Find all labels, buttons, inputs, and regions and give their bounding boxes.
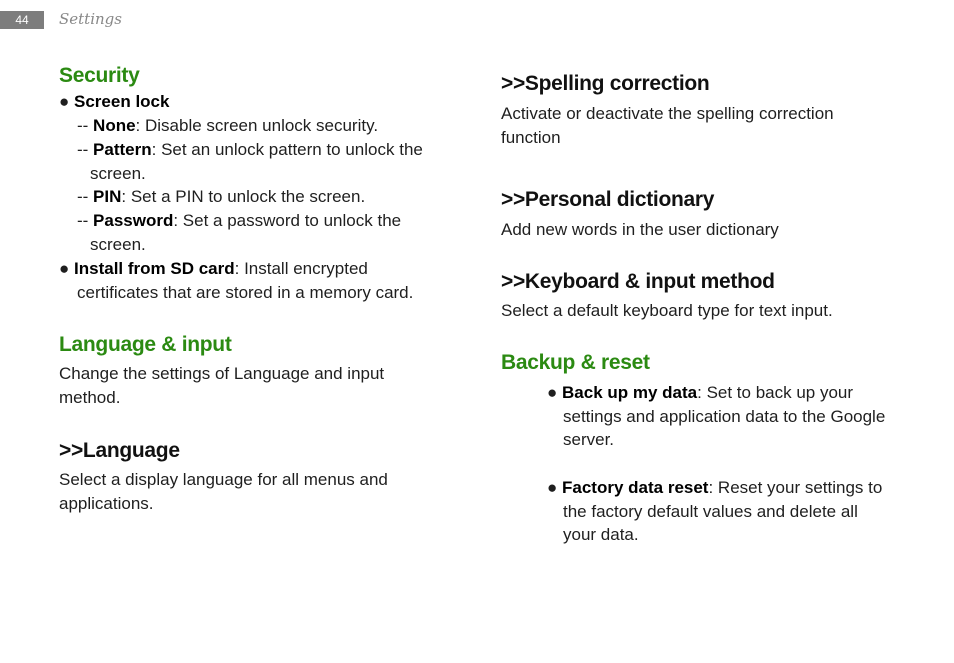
- option-desc-continued: screen.: [90, 164, 146, 183]
- page-header-title: Settings: [59, 10, 122, 28]
- spelling-desc: Activate or deactivate the spelling correction: [501, 104, 834, 123]
- install-sd-desc-continued: certificates that are stored in a memory card.: [77, 283, 414, 302]
- language-desc: Select a display language for all menus and: [59, 470, 388, 489]
- option-term: None: [93, 116, 136, 135]
- option-term: Password: [93, 211, 174, 230]
- option-desc-continued: screen.: [90, 235, 146, 254]
- lock-option-pattern: [77, 138, 423, 162]
- install-sd-term: Install from SD card: [74, 259, 235, 278]
- dash-prefix: --: [77, 116, 94, 135]
- option-desc: : Disable screen unlock security.: [135, 116, 379, 135]
- dictionary-desc: Add new words in the user dictionary: [501, 220, 779, 239]
- bullet: ●: [59, 259, 70, 278]
- keyboard-heading: >>Keyboard & input method: [501, 270, 775, 293]
- install-sd-desc: : Install encrypted: [234, 259, 368, 278]
- spelling-desc-continued: function: [501, 128, 561, 147]
- backup-data-item: [547, 381, 853, 405]
- language-input-heading: Language & input: [59, 333, 232, 356]
- dash-prefix: --: [77, 140, 94, 159]
- lock-option-pin: [77, 185, 365, 209]
- language-desc-continued: applications.: [59, 494, 154, 513]
- keyboard-desc: Select a default keyboard type for text input.: [501, 301, 833, 320]
- language-heading: >>Language: [59, 439, 180, 462]
- option-desc: : Set an unlock pattern to unlock the: [151, 140, 423, 159]
- language-input-desc: Change the settings of Language and input: [59, 364, 385, 383]
- backup-data-term: Back up my data: [562, 383, 698, 402]
- option-desc: : Set a password to unlock the: [173, 211, 402, 230]
- backup-data-desc-continued: settings and application data to the Google: [563, 407, 886, 426]
- bullet: ●: [547, 383, 558, 402]
- backup-data-desc-continued: server.: [563, 430, 615, 449]
- factory-reset-desc-continued: the factory default values and delete all: [563, 502, 858, 521]
- option-term: Pattern: [93, 140, 152, 159]
- lock-option-password: [77, 209, 401, 233]
- factory-reset-desc: : Reset your settings to: [708, 478, 883, 497]
- option-term: PIN: [93, 187, 122, 206]
- factory-reset-term: Factory data reset: [562, 478, 709, 497]
- page-number: 44: [0, 11, 44, 29]
- security-heading: Security: [59, 64, 140, 87]
- bullet: ●: [59, 92, 70, 111]
- backup-reset-heading: Backup & reset: [501, 351, 650, 374]
- install-sd-item: [59, 257, 368, 281]
- dash-prefix: --: [77, 211, 94, 230]
- lock-option-none: [77, 114, 378, 138]
- spelling-heading: >>Spelling correction: [501, 72, 710, 95]
- backup-data-desc: : Set to back up your: [697, 383, 854, 402]
- screen-lock-item: [59, 90, 169, 114]
- factory-reset-item: [547, 476, 882, 500]
- bullet: ●: [547, 478, 558, 497]
- dictionary-heading: >>Personal dictionary: [501, 188, 715, 211]
- option-desc: : Set a PIN to unlock the screen.: [121, 187, 366, 206]
- factory-reset-desc-continued: your data.: [563, 525, 639, 544]
- dash-prefix: --: [77, 187, 94, 206]
- language-input-desc-continued: method.: [59, 388, 121, 407]
- screen-lock-label: Screen lock: [74, 92, 170, 111]
